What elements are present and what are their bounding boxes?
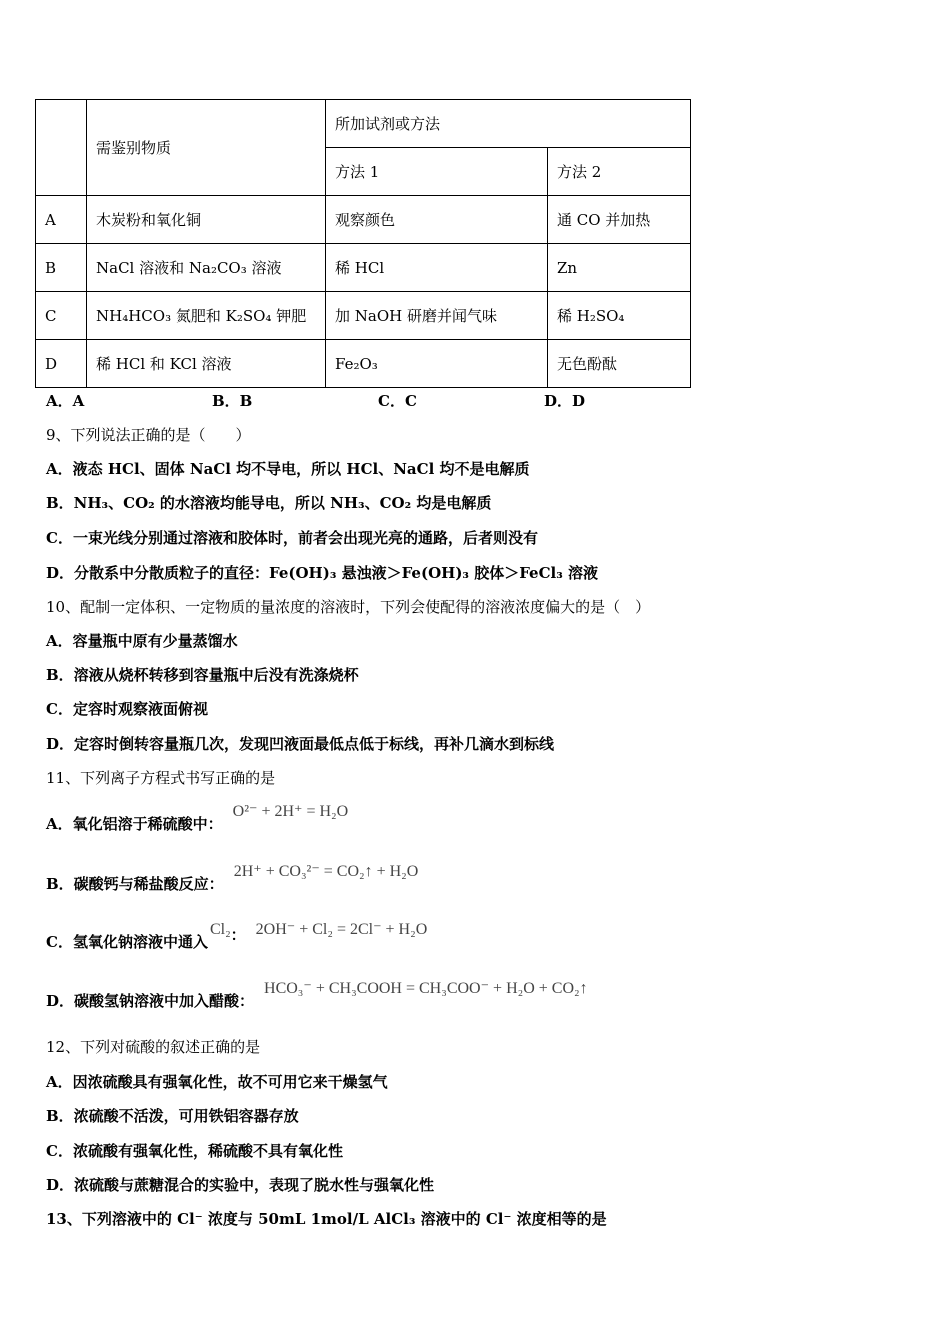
- row-substance: NH₄HCO₃ 氮肥和 K₂SO₄ 钾肥: [87, 292, 326, 340]
- q11-c-sep: ：: [230, 926, 246, 944]
- header-method-2: 方法 2: [548, 148, 691, 196]
- header-method-1: 方法 1: [326, 148, 548, 196]
- q12-option-c: C．浓硫酸有强氧化性，稀硫酸不具有氧化性: [46, 1142, 343, 1160]
- row-method-1: Fe₂O₃: [326, 340, 548, 388]
- table-row: [36, 196, 691, 244]
- q8-choice-b: B．B: [212, 392, 253, 410]
- row-substance: 稀 HCl 和 KCl 溶液: [87, 340, 326, 388]
- q10-option-c: C．定容时观察液面俯视: [46, 700, 208, 718]
- row-method-1: 观察颜色: [326, 196, 548, 244]
- q11-stem: 11、下列离子方程式书写正确的是: [46, 769, 276, 787]
- q11-c-gas: Cl₂: [209, 921, 231, 938]
- header-substance: 需鉴别物质: [87, 100, 326, 196]
- q9-stem: 9、下列说法正确的是（ ）: [46, 426, 251, 444]
- q8-choice-c: C．C: [378, 392, 417, 410]
- q11-a-equation: O²⁻ + 2H⁺ = H₂O: [232, 803, 349, 820]
- q11-option-c: [46, 918, 428, 951]
- q12-option-d: D．浓硫酸与蔗糖混合的实验中，表现了脱水性与强氧化性: [46, 1176, 435, 1194]
- table-row: [36, 340, 691, 388]
- q11-d-text: D．碳酸氢钠溶液中加入醋酸：: [46, 992, 255, 1010]
- row-method-2: 通 CO 并加热: [548, 196, 691, 244]
- row-id: C: [36, 292, 87, 340]
- q11-b-text: B．碳酸钙与稀盐酸反应：: [46, 875, 224, 893]
- q11-option-d: [46, 977, 588, 1010]
- reagent-table: [35, 99, 691, 388]
- row-id: D: [36, 340, 87, 388]
- row-substance: 木炭粉和氧化铜: [87, 196, 326, 244]
- q10-option-d: D．定容时倒转容量瓶几次，发现凹液面最低点低于标线，再补几滴水到标线: [46, 735, 555, 753]
- q11-option-a: [46, 800, 349, 833]
- row-id: B: [36, 244, 87, 292]
- q11-a-text: A．氧化铝溶于稀硫酸中：: [46, 815, 223, 833]
- header-method: 所加试剂或方法: [326, 100, 691, 148]
- q11-d-equation: HCO₃⁻ + CH₃COOH = CH₃COO⁻ + H₂O + CO₂↑: [264, 980, 588, 997]
- q11-c-equation: 2OH⁻ + Cl₂ = 2Cl⁻ + H₂O: [255, 921, 428, 938]
- row-substance: NaCl 溶液和 Na₂CO₃ 溶液: [87, 244, 326, 292]
- row-method-1: 稀 HCl: [326, 244, 548, 292]
- q13-stem: 13、下列溶液中的 Cl⁻ 浓度与 50mL 1mol/L AlCl₃ 溶液中的 Cl⁻ 浓度相等的是: [46, 1210, 607, 1228]
- q8-choice-d: D．D: [544, 392, 586, 410]
- q10-stem: 10、配制一定体积、一定物质的量浓度的溶液时，下列会使配得的溶液浓度偏大的是（ ）: [46, 598, 651, 616]
- row-method-2: 无色酚酞: [548, 340, 691, 388]
- table-corner-cell: [36, 100, 87, 196]
- q9-option-a: A．液态 HCl、固体 NaCl 均不导电，所以 HCl、NaCl 均不是电解质: [46, 460, 530, 478]
- q8-choice-a: A．A: [46, 392, 85, 410]
- table-row: [36, 292, 691, 340]
- q9-option-c: C．一束光线分别通过溶液和胶体时，前者会出现光亮的通路，后者则没有: [46, 529, 538, 547]
- q12-stem: 12、下列对硫酸的叙述正确的是: [46, 1038, 261, 1056]
- row-id: A: [36, 196, 87, 244]
- q12-option-a: A．因浓硫酸具有强氧化性，故不可用它来干燥氢气: [46, 1073, 388, 1091]
- q11-option-b: [46, 860, 419, 893]
- q9-option-b: B．NH₃、CO₂ 的水溶液均能导电，所以 NH₃、CO₂ 均是电解质: [46, 494, 492, 512]
- q9-option-d: D．分散系中分散质粒子的直径：Fe(OH)₃ 悬浊液＞Fe(OH)₃ 胶体＞FeCl₃ 溶液: [46, 564, 599, 582]
- q8-choices: [46, 390, 710, 411]
- table-row: [36, 244, 691, 292]
- q11-b-equation: 2H⁺ + CO₃²⁻ = CO₂↑ + H₂O: [233, 863, 419, 880]
- q10-option-a: A．容量瓶中原有少量蒸馏水: [46, 632, 238, 650]
- q12-option-b: B．浓硫酸不活泼，可用铁铝容器存放: [46, 1107, 299, 1125]
- q10-option-b: B．溶液从烧杯转移到容量瓶中后没有洗涤烧杯: [46, 666, 359, 684]
- q11-c-text: C．氢氧化钠溶液中通入: [46, 933, 208, 951]
- row-method-2: Zn: [548, 244, 691, 292]
- row-method-1: 加 NaOH 研磨并闻气味: [326, 292, 548, 340]
- row-method-2: 稀 H₂SO₄: [548, 292, 691, 340]
